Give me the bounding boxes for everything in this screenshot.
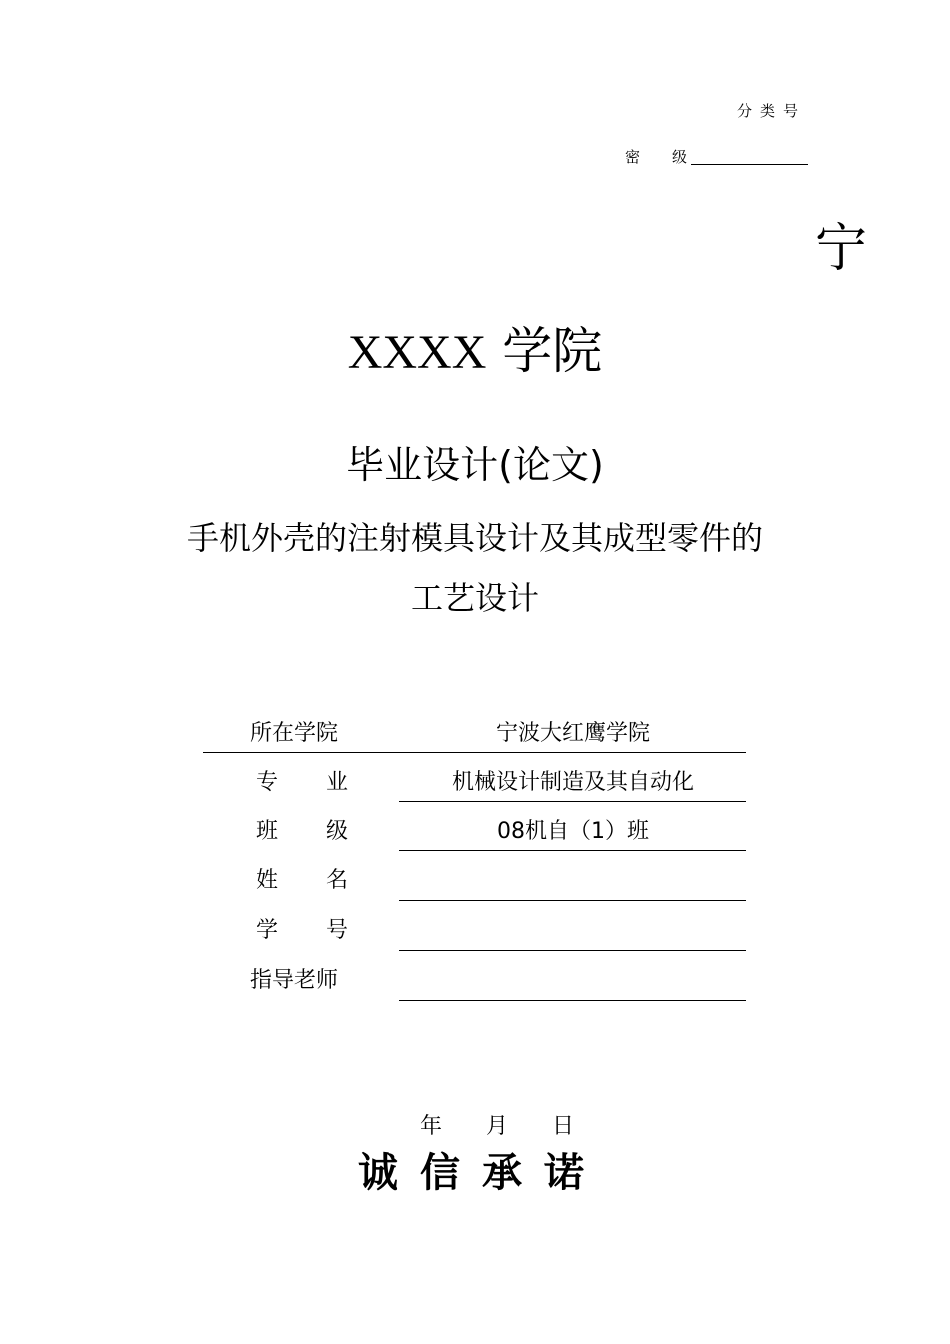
major-label-char-1: 专 — [256, 770, 279, 795]
thesis-title-line-2: 工艺设计 — [410, 579, 539, 617]
name-underline — [399, 900, 746, 901]
name-label-char-2: 名 — [325, 868, 348, 893]
major-label — [256, 768, 348, 798]
student-id-label — [256, 916, 348, 946]
corner-character: 宁 — [815, 219, 868, 279]
college-name — [0, 318, 950, 386]
college-name-cn: 学院 — [502, 322, 603, 380]
student-id-underline — [399, 950, 746, 951]
thesis-title — [0, 508, 950, 628]
classification-number-label: 分类号 — [737, 102, 807, 120]
school-underline — [203, 752, 746, 753]
class-label — [256, 817, 348, 847]
degree-title: 毕业设计(论文) — [346, 443, 604, 487]
school-label: 所在学院 — [250, 721, 339, 746]
secret-level-label-char-1: 密 — [625, 148, 641, 166]
college-name-latin: XXXX — [347, 326, 487, 379]
name-label — [256, 866, 348, 896]
secret-level-field-line — [691, 164, 808, 165]
student-id-label-char-1: 学 — [256, 918, 279, 943]
school-value: 宁波大红鹰学院 — [495, 721, 650, 746]
class-value: 08机自（1）班 — [497, 819, 649, 844]
integrity-pledge-heading: 诚信承诺 — [358, 1149, 606, 1196]
name-label-char-1: 姓 — [256, 868, 279, 893]
advisor-underline — [399, 1000, 746, 1001]
date-line — [420, 1112, 574, 1142]
major-underline — [399, 801, 746, 802]
advisor-label: 指导老师 — [250, 968, 339, 993]
class-label-char-2: 级 — [325, 819, 348, 844]
secret-level-label-char-2: 级 — [672, 148, 688, 166]
date-day: 日 — [552, 1114, 575, 1139]
major-label-char-2: 业 — [325, 770, 348, 795]
class-label-char-1: 班 — [256, 819, 279, 844]
date-year: 年 — [420, 1114, 443, 1139]
secret-level-label — [625, 146, 687, 167]
thesis-title-line-1: 手机外壳的注射模具设计及其成型零件的 — [186, 519, 763, 557]
date-month: 月 — [486, 1114, 509, 1139]
class-underline — [399, 850, 746, 851]
student-id-label-char-2: 号 — [325, 918, 348, 943]
major-value: 机械设计制造及其自动化 — [451, 770, 694, 795]
